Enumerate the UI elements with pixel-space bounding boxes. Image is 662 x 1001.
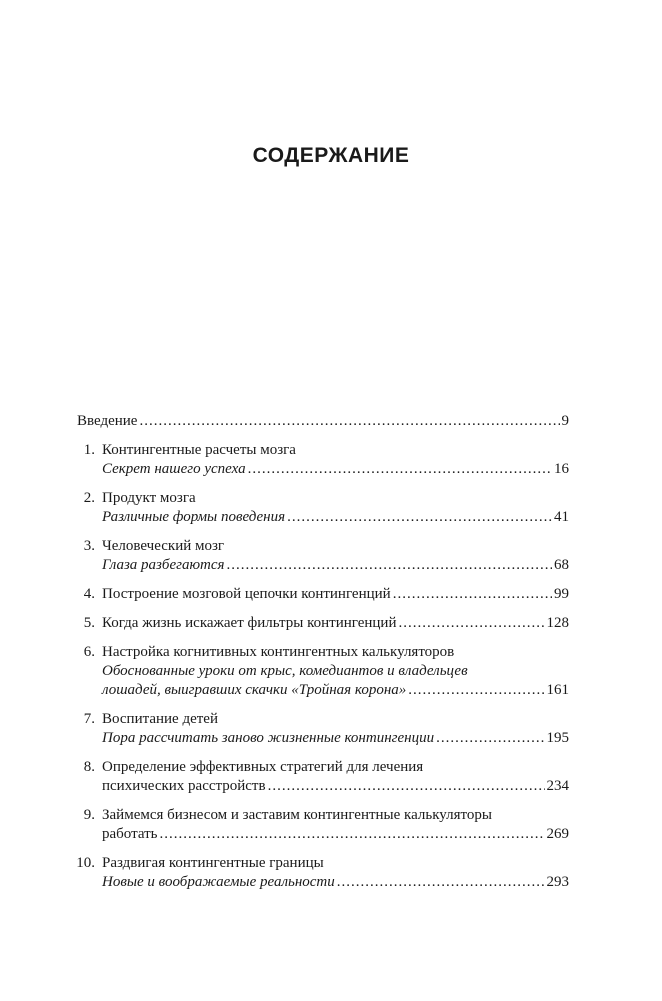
toc-page-number: 195: [546, 730, 569, 746]
toc-page-number: 269: [546, 826, 569, 842]
toc-page-number: 41: [554, 509, 569, 525]
chapter-number: 6.: [83, 644, 95, 660]
dot-leader: [398, 614, 544, 633]
chapter-title: Воспитание детей: [102, 711, 218, 727]
chapter-number: 10.: [76, 855, 95, 871]
chapter-subtitle: Новые и воображаемые реальности: [102, 874, 335, 890]
chapter-number: 4.: [83, 586, 95, 602]
toc-entry-intro[interactable]: [77, 412, 569, 431]
dot-leader: [248, 460, 552, 479]
toc-intro-label: Введение: [77, 413, 138, 429]
toc-entry-chapter-3[interactable]: [77, 537, 569, 556]
chapter-number: 2.: [83, 490, 95, 506]
dot-leader: [436, 729, 544, 748]
chapter-subtitle: Обоснованные уроки от крыс, комедиантов и владельцев: [102, 663, 468, 679]
chapter-subtitle: Глаза разбегаются: [102, 557, 225, 573]
toc-page-number: 293: [546, 874, 569, 890]
chapter-number: 1.: [83, 442, 95, 458]
dot-leader: [393, 585, 552, 604]
chapter-title-continued: работать: [102, 826, 158, 842]
dot-leader: [408, 681, 544, 700]
chapter-number: 9.: [83, 807, 95, 823]
dot-leader: [268, 777, 545, 796]
chapter-number: 3.: [83, 538, 95, 554]
chapter-title: Продукт мозга: [102, 490, 196, 506]
dot-leader: [227, 556, 552, 575]
toc-page-number: 99: [554, 586, 569, 602]
dot-leader: [337, 873, 545, 892]
toc-entry-chapter-9[interactable]: [77, 806, 569, 825]
chapter-title: Займемся бизнесом и заставим контингентные калькуляторы: [102, 807, 492, 823]
toc-page-number: 234: [546, 778, 569, 794]
toc-entry-chapter-6[interactable]: [77, 643, 569, 662]
page-title: СОДЕРЖАНИЕ: [252, 144, 410, 167]
dot-leader: [287, 508, 552, 527]
chapter-title: Человеческий мозг: [102, 538, 225, 554]
chapter-title: Построение мозговой цепочки контингенций: [102, 586, 391, 602]
toc-entry-chapter-4[interactable]: [77, 585, 569, 604]
toc-page-number: 68: [554, 557, 569, 573]
chapter-title: Определение эффективных стратегий для лечения: [102, 759, 424, 775]
chapter-number: 5.: [83, 615, 95, 631]
toc-page-number: 9: [561, 413, 569, 429]
chapter-subtitle: лошадей, выигравших скачки «Тройная корона»: [102, 682, 407, 698]
toc-entry-chapter-2[interactable]: [77, 489, 569, 508]
chapter-title: Контингентные расчеты мозга: [102, 442, 296, 458]
chapter-number: 8.: [83, 759, 95, 775]
chapter-subtitle: Пора рассчитать заново жизненные контингенции: [102, 730, 435, 746]
toc-page-number: 16: [554, 461, 569, 477]
chapter-subtitle: Секрет нашего успеха: [102, 461, 246, 477]
toc-entry-chapter-1[interactable]: [77, 441, 569, 460]
toc-entry-chapter-8[interactable]: [77, 758, 569, 777]
table-of-contents: [77, 412, 569, 892]
toc-entry-chapter-5[interactable]: [77, 614, 569, 633]
toc-page-number: 128: [546, 615, 569, 631]
dot-leader: [139, 412, 559, 431]
chapter-subtitle: Различные формы поведения: [102, 509, 286, 525]
toc-entry-chapter-10[interactable]: [77, 854, 569, 873]
toc-entry-chapter-7[interactable]: [77, 710, 569, 729]
toc-page-number: 161: [546, 682, 569, 698]
chapter-title: Раздвигая контингентные границы: [102, 855, 324, 871]
chapter-title-continued: психических расстройств: [102, 778, 266, 794]
chapter-title: Когда жизнь искажает фильтры контингенций: [102, 615, 397, 631]
chapter-number: 7.: [83, 711, 95, 727]
chapter-title: Настройка когнитивных контингентных калькуляторов: [102, 644, 455, 660]
dot-leader: [160, 825, 545, 844]
